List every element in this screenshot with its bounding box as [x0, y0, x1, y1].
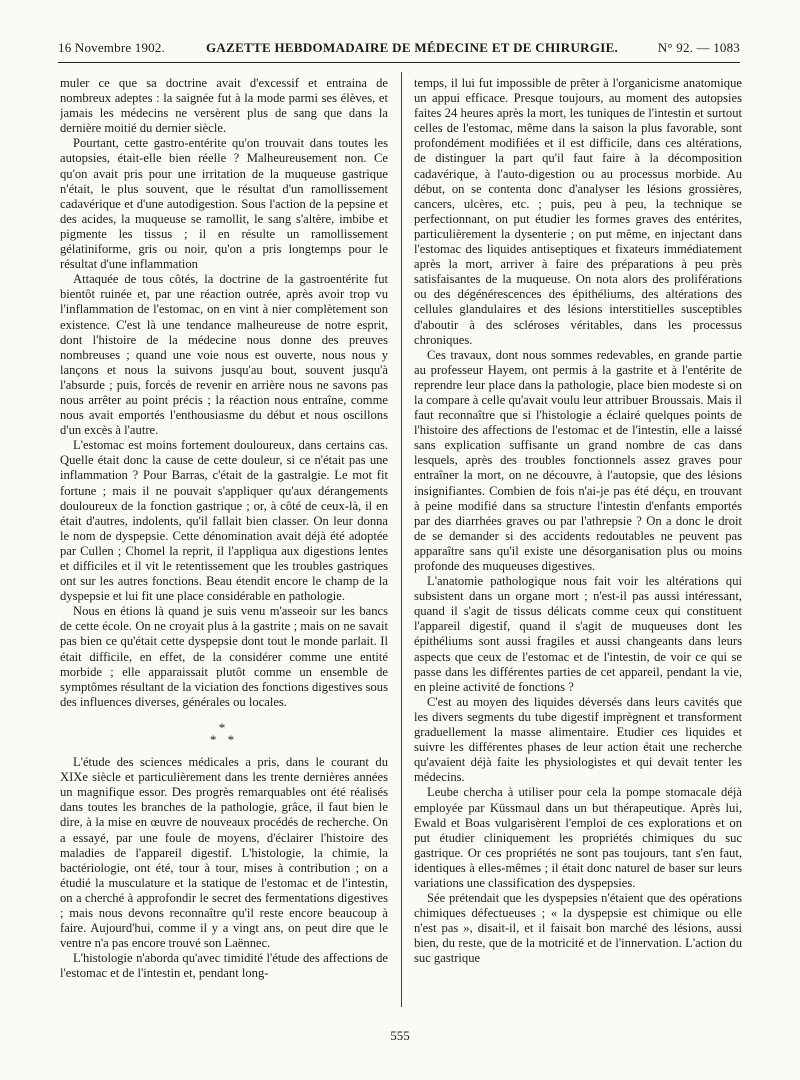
- paragraph: Sée prétendait que les dyspepsies n'étaient que des opérations chimiques défectueuses ; « la dyspepsie est chimique ou elle n'est pas », disait-il, et il faisait bon marché des lésions, aussi bien, du reste, que de la motricité et de l'innervation. L'action du suc gastrique: [414, 891, 742, 966]
- section-separator: [60, 719, 388, 747]
- paragraph: muler ce que sa doctrine avait d'excessif et entraina de nombreux adeptes : la saignée fut à la mode parmi ses élèves, et jamais les médecins ne versèrent plus de sang que dans la dernière moitié du dernier siècle.: [60, 76, 388, 136]
- left-column: [60, 76, 388, 1006]
- journal-title: GAZETTE HEBDOMADAIRE DE MÉDECINE ET DE CHIRURGIE.: [206, 40, 619, 55]
- paragraph: L'estomac est moins fortement douloureux, dans certains cas. Quelle était donc la cause de cette douleur, si ce n'était pas une inflammation ? Pour Barras, c'était de la gastralgie. Le mot fit fortune ; mais il ne pouvait s'appliquer qu'aux dérangements douloureux de la fonction gastrique ; or, à côté de ceux-là, il en était d'autres, indolents, qu'il fallait bien classer. On leur donna le nom de dyspepsie. Cette dénomination avait déjà été adoptée par Cullen ; Chomel la reprit, il l'appliqua aux digestions lentes et difficiles et il vit le retentissement que les troubles gastriques ont sur les autres fonctions. Beau étendit encore le champ de la dyspepsie et lui fit une place considérable en pathologie.: [60, 438, 388, 604]
- paragraph: L'anatomie pathologique nous fait voir les altérations qui subsistent dans un organe mort ; n'est-il pas aussi intéressant, quand il s'agit de tissus délicats comme ceux qui constituent l'appareil digestif, quand il s'agit de muqueuses dont les épithéliums sont aussi fragiles et aussi changeants dans leurs aspects que ceux de l'estomac et de l'intestin, de voir ce qui se passe dans les différentes parties de cet appareil, pendant la vie, en pleine activité de fonctions ?: [414, 574, 742, 694]
- paragraph: Attaquée de tous côtés, la doctrine de la gastroentérite fut bientôt ruinée et, par une réaction outrée, après avoir trop vu l'inflammation de l'estomac, on en vint à nier complètement son existence. C'est là une tendance malheureuse de notre esprit, dont l'histoire de la médecine nous donne des preuves nombreuses ; quand une voie nous est ouverte, nous nous y lançons et nous la suivons jusqu'au bout, souvent jusqu'à l'absurde ; puis, forcés de revenir en arrière nous ne savons pas nous arrêter au point précis ; la réaction nous entraîne, comme nous avait emportés l'enthousiasme du début et nous oscillons d'un excès à l'autre.: [60, 272, 388, 438]
- paragraph: L'étude des sciences médicales a pris, dans le courant du XIXe siècle et particulièrement dans les trente dernières années un magnifique essor. Des progrès remarquables ont été réalisés dans toutes les branches de la pathologie, grâce, il faut bien le dire, à la mise en œuvre de nouveaux procédés de recherche. On a essayé, par une foule de moyens, d'éclairer l'histoire des maladies de l'appareil digestif. L'histologie, la chimie, la bactériologie, ont été, tour à tour, mises à contribution ; on a étudié la musculature et la statique de l'estomac et de l'intestin, on a cherché à approfondir le secret des fermentations digestives ; mais nous devons reconnaître qu'il reste encore beaucoup à faire. Aujourd'hui, comme il y a vingt ans, on peut dire que le ventre n'a pas encore trouvé son Laënnec.: [60, 755, 388, 951]
- paragraph: L'histologie n'aborda qu'avec timidité l'étude des affections de l'estomac et de l'intestin et, pendant long-: [60, 951, 388, 981]
- paragraph: Leube chercha à utiliser pour cela la pompe stomacale déjà employée par Küssmaul dans un but thérapeutique. Après lui, Ewald et Boas vulgarisèrent l'emploi de ces explorations et on put étudier cliniquement les propriétés chimiques du suc gastrique. Or ces propriétés ne sont pas toujours, tant s'en faut, identiques à elles-mêmes ; il était donc naturel de baser sur leurs variations une classification des dyspepsies.: [414, 785, 742, 890]
- column-divider: [401, 72, 402, 1007]
- page-footer-number: 555: [390, 1028, 410, 1043]
- paragraph: temps, il lui fut impossible de prêter à l'organicisme anatomique un appui efficace. Presque toujours, au moment des autopsies faites 24 heures après la mort, les tuniques de l'intestin et surtout celles de l'estomac, même dans la saison la plus favorable, sont profondément modifiées et il est difficile, dans ces altérations, de distinguer la part qu'il faut faire à la décomposition cadavérique, à l'auto-digestion ou au processus morbide. Au début, on se contenta donc d'analyser les lésions grossières, cancers, ulcères, etc. ; puis, peu à peu, la technique se perfectionnant, on put étudier les formes graves des entérites, particulièrement la dysenterie ; on put même, en injectant dans l'estomac des liquides antiseptiques et fixateurs immédiatement après la mort, arriver à faire des préparations à peu près satisfaisantes de la muqueuse. On nota alors des proliférations ou des dégénérescences des épithéliums, des altérations des cellules glandulaires et des lésions interstitielles susceptibles d'aboutir à des scléroses véritables, dans les processus chroniques.: [414, 76, 742, 347]
- paragraph: Pourtant, cette gastro-entérite qu'on trouvait dans toutes les autopsies, était-elle bien réelle ? Malheureusement non. Ce qu'on avait pris pour une irritation de la muqueuse gastrique n'était, le plus souvent, que le résultat d'un ramollissement cadavérique et d'une autodigestion. Sous l'action de la pepsine et des acides, la muqueuse se ramollit, le sang s'altère, imbibe et pigmente les tissus ; il en résulte un ramollissement gélatiniforme, gris ou noir, qu'on a pris longtemps pour le résultat d'une inflammation: [60, 136, 388, 272]
- header-page-label: N° 92. — 1083: [657, 40, 740, 55]
- running-header: [58, 36, 740, 63]
- paragraph: C'est au moyen des liquides déversés dans leurs cavités que les divers segments du tube digestif imprègnent et transforment graduellement la masse alimentaire. Etudier ces liquides et suivre les différentes phases de leur action était une recherche qu'avaient déjà faite les physiologistes et qui devait tenter les médecins.: [414, 694, 742, 785]
- right-column: [414, 76, 742, 1006]
- paragraph: Nous en étions là quand je suis venu m'asseoir sur les bancs de cette école. On ne croyait plus à la gastrite ; mais on ne savait pas bien ce qu'était cette dyspepsie dont tout le monde parlait. Il était difficile, en effet, de la considérer comme une entité morbide ; elle apparaissait plutôt comme un ensemble de symptômes résultant de la viciation des fonctions digestives sous des influences diverses, générales ou locales.: [60, 604, 388, 709]
- paragraph: Ces travaux, dont nous sommes redevables, en grande partie au professeur Hayem, ont permis à la gastrite et à l'entérite de reprendre leur place dans la pathologie, place bien modeste si on la compare à celle qu'avait voulu leur attribuer Broussais. Mais il faut reconnaître que si l'histologie a éclairé quelques points de l'histoire des affections de l'estomac et de l'intestin, elle a laissé sans explication suffisante un grand nombre de cas dans lesquels, après des troubles fonctionnels assez graves pour entraîner la mort, on ne découvre, à l'autopsie, que des lésions insignifiantes. Combien de fois n'ai-je pas été déçu, en trouvant à peine modifié dans sa structure l'intestin d'enfants emportés par des diarrhées graves ou par l'athrepsie ? On a donc le droit de se demander si des accidents redoutables ne peuvent pas apparaître sans qu'il existe une désorganisation plus ou moins profonde des muqueuses digestives.: [414, 347, 742, 573]
- header-date: 16 Novembre 1902.: [58, 40, 166, 55]
- separator-star-bottom: * *: [209, 731, 239, 747]
- separator-star-top: *: [218, 719, 230, 735]
